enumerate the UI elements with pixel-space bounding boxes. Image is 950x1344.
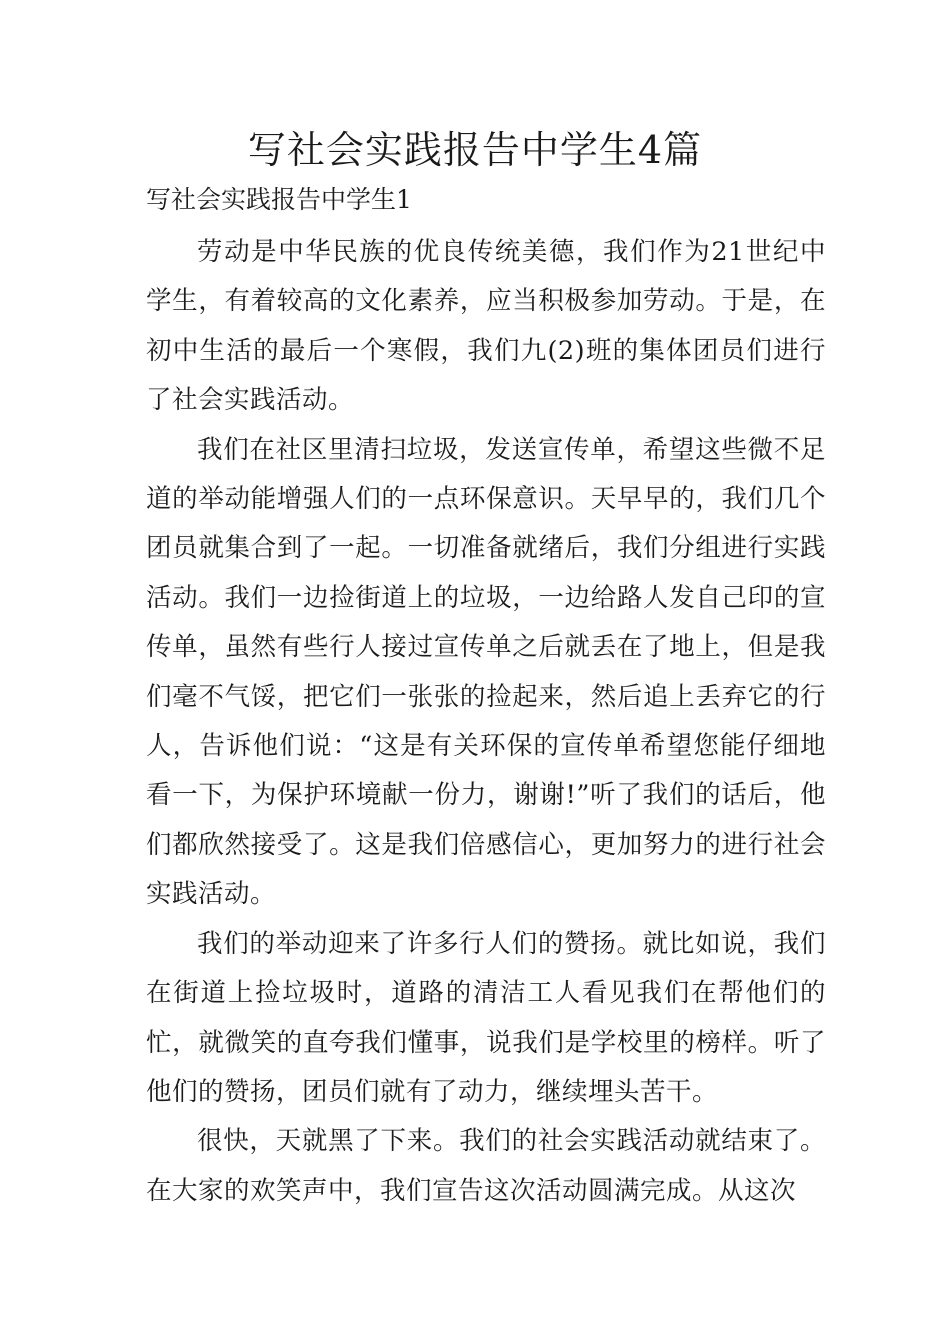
- paragraph-2: 我们在社区里清扫垃圾，发送宣传单，希望这些微不足道的举动能增强人们的一点环保意识。天早早的，我们几个团员就集合到了一起。一切准备就绪后，我们分组进行实践活动。我们一边捡街道上的垃圾，一边给路人发自己印的宣传单，虽然有些行人接过宣传单之后就丢在了地上，但是我们毫不气馁，把它们一张张的捡起来，然后追上丢弃它的行人，告诉他们说：“这是有关环保的宣传单希望您能仔细地看一下，为保护环境献一份力，谢谢!”听了我们的话后，他们都欣然接受了。这是我们倍感信心，更加努力的进行社会实践活动。: [146, 434, 826, 910]
- paragraph-4: 很快，天就黑了下来。我们的社会实践活动就结束了。在大家的欢笑声中，我们宣告这次活动圆满完成。从这次: [146, 1126, 826, 1206]
- paragraph-3: 我们的举动迎来了许多行人们的赞扬。就比如说，我们在街道上捡垃圾时，道路的清洁工人看见我们在帮他们的忙，就微笑的直夸我们懂事，说我们是学校里的榜样。听了他们的赞扬，团员们就有了动力，继续埋头苦干。: [146, 928, 826, 1107]
- section-heading: 写社会实践报告中学生1: [146, 185, 412, 214]
- paragraph-1: 劳动是中华民族的优良传统美德，我们作为21世纪中学生，有着较高的文化素养，应当积极参加劳动。于是，在初中生活的最后一个寒假，我们九(2)班的集体团员们进行了社会实践活动。: [146, 237, 826, 416]
- document-title: 写社会实践报告中学生4篇: [247, 128, 703, 172]
- document-body: [146, 228, 826, 1216]
